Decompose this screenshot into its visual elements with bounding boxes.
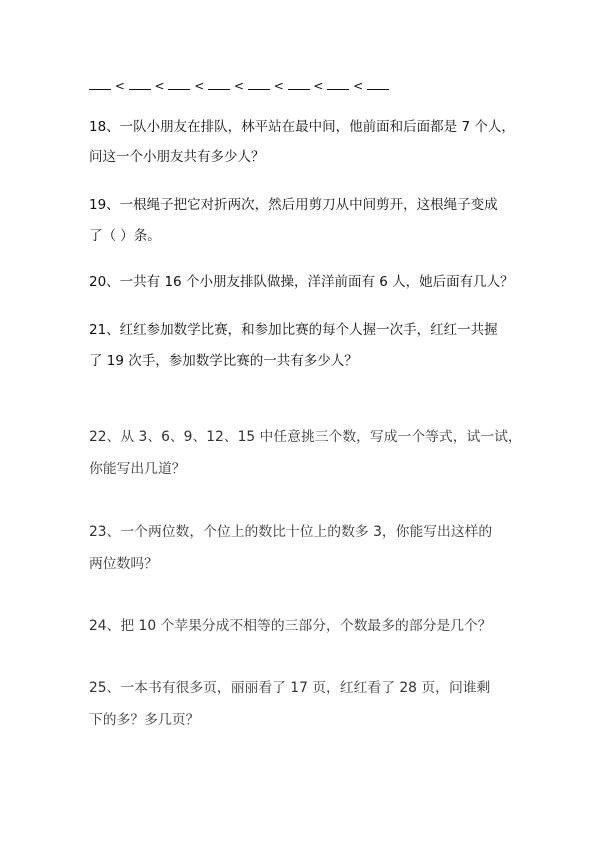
question-23-line-1: 23、一个两位数，个位上的数比十位上的数多 3，你能写出这样的 xyxy=(89,524,493,540)
less-than-sign: < xyxy=(353,79,364,93)
question-22-line-2: 你能写出几道？ xyxy=(89,461,186,477)
question-22-line-1: 22、从 3、6、9、12、15 中任意挑三个数，写成一个等式，试一试， xyxy=(89,429,522,445)
less-than-sign: < xyxy=(233,79,245,93)
question-24-line-1: 24、把 10 个苹果分成不相等的三部分，个数最多的部分是几个？ xyxy=(89,618,492,634)
answer-blank[interactable] xyxy=(89,78,111,90)
answer-blank[interactable] xyxy=(129,78,151,90)
less-than-sign: < xyxy=(313,79,324,93)
question-21-line-1: 21、红红参加数学比赛，和参加比赛的每个人握一次手，红红一共握 xyxy=(89,322,498,338)
less-than-sign: < xyxy=(194,79,205,93)
question-23-line-2: 两位数吗？ xyxy=(89,556,158,572)
answer-blank[interactable] xyxy=(327,78,349,90)
question-20-line-1: 20、一共有 16 个小朋友排队做操，洋洋前面有 6 人，她后面有几人？ xyxy=(89,274,514,290)
answer-blank[interactable] xyxy=(367,78,389,90)
question-18-line-2: 问这一个小朋友共有多少人？ xyxy=(89,149,265,165)
question-25-line-2: 下的多？多几页？ xyxy=(89,712,200,728)
answer-blank[interactable] xyxy=(288,78,310,90)
comparison-blanks-row xyxy=(89,76,389,96)
less-than-sign: < xyxy=(154,79,165,93)
answer-blank[interactable] xyxy=(168,78,190,90)
question-19-line-2: 了（ ）条。 xyxy=(89,228,161,244)
answer-blank[interactable] xyxy=(248,78,270,90)
answer-blank[interactable] xyxy=(208,78,230,90)
less-than-sign: < xyxy=(114,79,125,93)
question-21-line-2: 了 19 次手，参加数学比赛的一共有多少人？ xyxy=(89,353,358,369)
question-25-line-1: 25、一本书有很多页，丽丽看了 17 页，红红看了 28 页，问谁剩 xyxy=(89,680,491,696)
question-18-line-1: 18、一队小朋友在排队，林平站在最中间，他前面和后面都是 7 个人， xyxy=(89,119,515,135)
question-19-line-1: 19、一根绳子把它对折两次，然后用剪刀从中间剪开，这根绳子变成 xyxy=(89,197,498,213)
less-than-sign: < xyxy=(273,79,284,93)
